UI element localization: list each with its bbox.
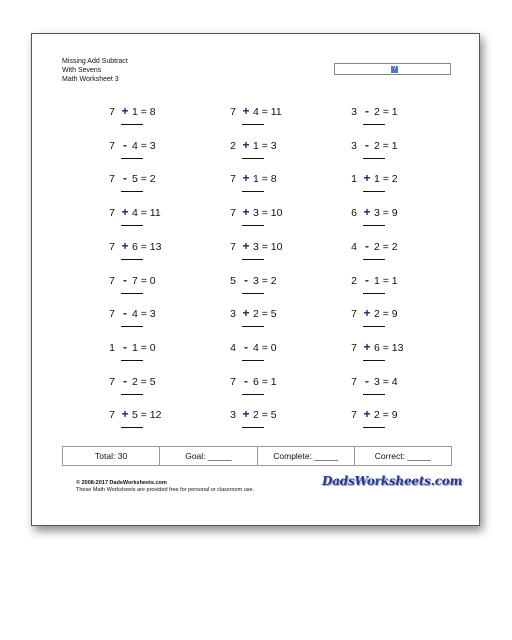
first-operand: 7: [109, 240, 115, 253]
score-table: [62, 446, 452, 466]
answer-blank[interactable]: [242, 259, 264, 260]
minus-sign: -: [123, 272, 127, 287]
title-line: With Sevens: [62, 67, 102, 74]
answer-blank[interactable]: [121, 124, 143, 125]
equation-rest: 3 = 10: [253, 240, 283, 253]
equation-rest: 2 = 2: [374, 240, 398, 253]
equation-rest: 1 = 0: [132, 341, 156, 354]
plus-sign: +: [363, 171, 371, 186]
answer-blank[interactable]: [363, 326, 385, 327]
equation-rest: 4 = 11: [253, 106, 282, 118]
question-icon[interactable]: ?: [392, 66, 397, 72]
plus-sign: +: [363, 306, 371, 321]
problem: [107, 339, 197, 368]
brand-logo: DadsWorksheets.com: [322, 474, 463, 488]
answer-blank[interactable]: [363, 394, 385, 395]
first-operand: 7: [109, 274, 115, 287]
plus-sign: +: [242, 171, 250, 186]
equation-rest: 7 = 0: [132, 274, 156, 287]
plus-sign: +: [242, 104, 250, 118]
problem: [107, 173, 197, 199]
answer-blank[interactable]: [242, 394, 264, 395]
equation-rest: 3 = 2: [253, 274, 277, 287]
equation-rest: 1 = 2: [374, 173, 398, 186]
minus-sign: -: [123, 171, 127, 186]
plus-sign: +: [121, 205, 129, 220]
answer-blank[interactable]: [121, 427, 143, 428]
equation-rest: 2 = 9: [374, 308, 398, 321]
minus-sign: -: [244, 339, 248, 354]
minus-sign: -: [365, 238, 369, 253]
first-operand: 4: [351, 240, 357, 253]
answer-blank[interactable]: [121, 225, 143, 226]
plus-sign: +: [242, 238, 250, 253]
first-operand: 7: [351, 375, 357, 388]
worksheet-page: [31, 33, 480, 526]
minus-sign: -: [365, 373, 369, 388]
first-operand: 2: [230, 139, 236, 152]
plus-sign: +: [363, 339, 371, 354]
minus-sign: -: [365, 137, 369, 152]
equation-rest: 1 = 3: [253, 139, 277, 152]
minus-sign: -: [123, 137, 127, 152]
equation-rest: 4 = 3: [132, 308, 156, 321]
problem: [228, 308, 318, 334]
problem: [228, 238, 318, 267]
first-operand: 6: [351, 207, 357, 220]
first-operand: 7: [109, 409, 115, 422]
minus-sign: -: [244, 272, 248, 287]
equation-rest: 5 = 2: [132, 173, 156, 186]
problem: [107, 207, 197, 233]
minus-sign: -: [123, 339, 127, 354]
answer-blank[interactable]: [121, 326, 143, 327]
problem: [349, 137, 439, 166]
answer-blank[interactable]: [363, 259, 385, 260]
plus-sign: +: [121, 238, 129, 253]
problem: [228, 409, 318, 435]
problem: [107, 308, 197, 334]
first-operand: 7: [230, 375, 236, 388]
answer-blank[interactable]: [121, 191, 143, 192]
answer-blank[interactable]: [242, 158, 264, 159]
answer-blank[interactable]: [363, 158, 385, 159]
answer-blank[interactable]: [242, 326, 264, 327]
problem: [107, 409, 197, 435]
copyright-notice: [76, 480, 254, 494]
plus-sign: +: [242, 205, 250, 220]
answer-blank[interactable]: [121, 158, 143, 159]
problem-grid: [32, 34, 479, 434]
first-operand: 3: [230, 409, 236, 422]
problem: [349, 207, 439, 233]
problem: [349, 238, 439, 267]
first-operand: 1: [351, 173, 357, 186]
answer-blank[interactable]: [121, 293, 143, 294]
answer-blank[interactable]: [242, 360, 264, 361]
answer-blank[interactable]: [363, 124, 385, 125]
problem: [107, 373, 197, 402]
answer-blank[interactable]: [363, 191, 385, 192]
first-operand: 2: [351, 274, 357, 287]
first-operand: 1: [109, 341, 115, 354]
answer-blank[interactable]: [121, 360, 143, 361]
plus-sign: +: [242, 137, 250, 152]
plus-sign: +: [121, 104, 129, 118]
title-line: Math Worksheet 3: [62, 76, 119, 83]
equation-rest: 3 = 4: [374, 375, 398, 388]
equation-rest: 2 = 1: [374, 139, 398, 152]
answer-blank[interactable]: [242, 124, 264, 125]
equation-rest: 3 = 10: [253, 207, 283, 220]
plus-sign: +: [363, 205, 371, 220]
equation-rest: 4 = 11: [132, 207, 161, 220]
problem: [349, 173, 439, 199]
title-line: Missing Add Subtract: [62, 58, 128, 65]
problem: [107, 106, 197, 132]
copyright-line: © 2008-2017 DadsWorksheets.com: [76, 480, 167, 486]
equation-rest: 5 = 12: [132, 409, 162, 422]
problem: [107, 137, 197, 166]
first-operand: 7: [109, 173, 115, 186]
answer-blank[interactable]: [242, 427, 264, 428]
equation-rest: 2 = 5: [253, 308, 277, 321]
minus-sign: -: [123, 306, 127, 321]
plus-sign: +: [242, 407, 250, 422]
answer-blank[interactable]: [363, 360, 385, 361]
equation-rest: 3 = 9: [374, 207, 398, 220]
first-operand: 7: [351, 409, 357, 422]
first-operand: 7: [230, 173, 236, 186]
minus-sign: -: [244, 373, 248, 388]
plus-sign: +: [121, 407, 129, 422]
first-operand: 4: [230, 341, 236, 354]
equation-rest: 2 = 9: [374, 409, 398, 422]
equation-rest: 2 = 5: [253, 409, 277, 422]
usage-line: These Math Worksheets are provided free for personal or classroom use.: [76, 487, 255, 493]
first-operand: 7: [109, 375, 115, 388]
problem: [228, 207, 318, 233]
problem: [228, 137, 318, 166]
problem: [107, 272, 197, 301]
equation-rest: 1 = 8: [253, 173, 277, 186]
answer-blank[interactable]: [363, 293, 385, 294]
answer-blank[interactable]: [121, 259, 143, 260]
equation-rest: 2 = 1: [374, 106, 398, 118]
correct-cell: Correct: _____: [354, 447, 451, 465]
problem: [349, 272, 439, 301]
answer-blank[interactable]: [363, 225, 385, 226]
plus-sign: +: [363, 407, 371, 422]
first-operand: 7: [109, 106, 115, 118]
first-operand: 3: [351, 139, 357, 152]
equation-rest: 1 = 1: [374, 274, 398, 287]
first-operand: 7: [230, 207, 236, 220]
first-operand: 7: [230, 106, 236, 118]
problem: [349, 339, 439, 368]
first-operand: 7: [109, 308, 115, 321]
plus-sign: +: [242, 306, 250, 321]
problem: [228, 173, 318, 199]
minus-sign: -: [123, 373, 127, 388]
answer-blank[interactable]: [121, 394, 143, 395]
equation-rest: 4 = 3: [132, 139, 156, 152]
first-operand: 3: [230, 308, 236, 321]
equation-rest: 4 = 0: [253, 341, 277, 354]
problem: [228, 373, 318, 402]
goal-cell: Goal: _____: [159, 447, 256, 465]
problem: [228, 339, 318, 368]
complete-cell: Complete: _____: [257, 447, 354, 465]
first-operand: 7: [109, 207, 115, 220]
answer-blank[interactable]: [242, 225, 264, 226]
problem: [228, 272, 318, 301]
answer-blank[interactable]: [242, 293, 264, 294]
equation-rest: 6 = 13: [132, 240, 162, 253]
minus-sign: -: [365, 104, 369, 118]
first-operand: 7: [351, 308, 357, 321]
equation-rest: 6 = 13: [374, 341, 404, 354]
problem: [349, 373, 439, 402]
first-operand: 5: [230, 274, 236, 287]
total-cell: Total: 30: [95, 451, 128, 461]
equation-rest: 6 = 1: [253, 375, 277, 388]
minus-sign: -: [365, 272, 369, 287]
first-operand: 7: [109, 139, 115, 152]
problem: [349, 308, 439, 334]
first-operand: 7: [230, 240, 236, 253]
equation-rest: 2 = 5: [132, 375, 156, 388]
answer-blank[interactable]: [242, 191, 264, 192]
problem: [349, 409, 439, 435]
problem: [228, 106, 318, 132]
first-operand: 7: [351, 341, 357, 354]
first-operand: 3: [351, 106, 357, 118]
problem: [107, 238, 197, 267]
equation-rest: 1 = 8: [132, 106, 156, 118]
problem: [349, 106, 439, 132]
answer-blank[interactable]: [363, 427, 385, 428]
